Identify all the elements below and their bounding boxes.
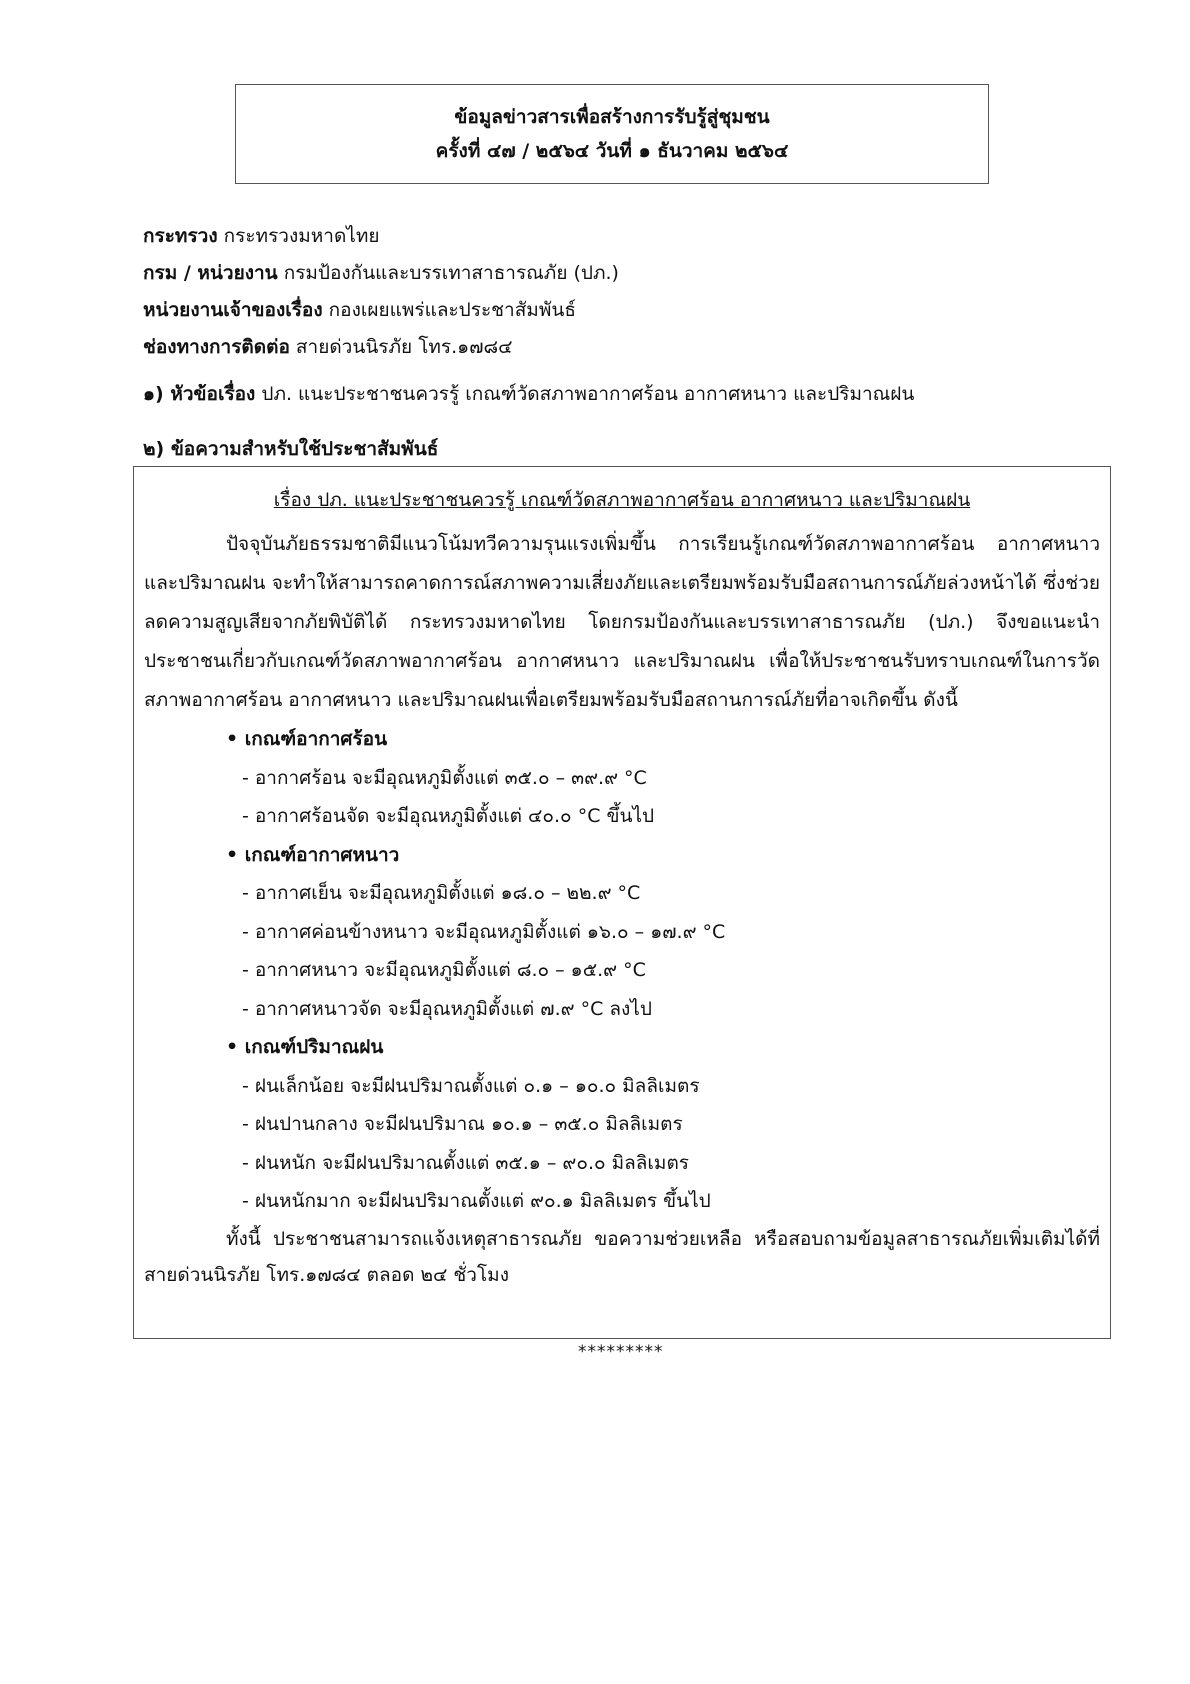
- cold-criteria-item: - อากาศหนาว จะมีอุณหภูมิตั้งแต่ ๘.๐ – ๑๕.๙ °C: [242, 959, 646, 981]
- meta-contact-label: ช่องทางการติดต่อ: [143, 336, 290, 358]
- cold-criteria-item: - อากาศค่อนข้างหนาว จะมีอุณหภูมิตั้งแต่ ๑๖.๐ – ๑๗.๙ °C: [242, 920, 726, 943]
- meta-owner-label: หน่วยงานเจ้าของเรื่อง: [143, 299, 323, 321]
- header-title: ข้อมูลข่าวสารเพื่อสร้างการรับรู้สู่ชุมชน: [454, 106, 770, 128]
- rain-criteria-item: - ฝนหนัก จะมีฝนปริมาณตั้งแต่ ๓๕.๑ – ๙๐.๐ มิลลิเมตร: [242, 1151, 689, 1174]
- document-header-box: [235, 84, 989, 184]
- rain-criteria-item: - ฝนปานกลาง จะมีฝนปริมาณ ๑๐.๑ – ๓๕.๐ มิลลิเมตร: [242, 1113, 683, 1135]
- meta-dept-label: กรม / หน่วยงาน: [143, 262, 278, 284]
- rain-criteria-item: - ฝนเล็กน้อย จะมีฝนปริมาณตั้งแต่ ๐.๑ – ๑๐.๐ มิลลิเมตร: [242, 1074, 700, 1097]
- cold-criteria-title: • เกณฑ์อากาศหนาว: [226, 843, 400, 866]
- meta-owner-row: [143, 292, 619, 329]
- meta-owner-value: กองเผยแพร่และประชาสัมพันธ์: [328, 299, 576, 321]
- section2-label: ๒) ข้อความสำหรับใช้ประชาสัมพันธ์: [143, 438, 439, 460]
- rain-criteria-title: • เกณฑ์ปริมาณฝน: [226, 1036, 384, 1058]
- meta-ministry-row: [143, 218, 619, 255]
- hot-criteria-item: - อากาศร้อน จะมีอุณหภูมิตั้งแต่ ๓๕.๐ – ๓๙.๙ °C: [242, 766, 647, 789]
- meta-contact-row: [143, 329, 619, 366]
- topic-row: [143, 377, 914, 411]
- topic-value: ปภ. แนะประชาชนควรรู้ เกณฑ์วัดสภาพอากาศร้อน อากาศหนาว และปริมาณฝน: [261, 383, 915, 405]
- document-metadata: [143, 218, 619, 366]
- header-issue-date: ครั้งที่ ๔๗ / ๒๕๖๔ วันที่ ๑ ธันวาคม ๒๕๖๔: [435, 140, 789, 162]
- meta-dept-value: กรมป้องกันและบรรเทาสาธารณภัย (ปภ.): [283, 262, 619, 284]
- meta-ministry-label: กระทรวง: [143, 225, 218, 247]
- press-release-intro: ปัจจุบันภัยธรรมชาติมีแนวโน้มทวีความรุนแรงเพิ่มขึ้น การเรียนรู้เกณฑ์วัดสภาพอากาศร้อน อากาศหนาว และปริมาณฝน จะทำให้สามารถคาดการณ์สภาพความเสี่ยงภัยและเตรียมพร้อมรับมือสถานการณ์ภัยล่วงหน้าได้ ซึ่งช่วยลดความสูญเสียจากภัยพิบัติได้ กระทรวงมหาดไทย โดยกรมป้องกันและบรรเทาสาธารณภัย (ปภ.) จึงขอแนะนำประชาชนเกี่ยวกับเกณฑ์วัดสภาพอากาศร้อน อากาศหนาว และปริมาณฝน เพื่อให้ประชาชนรับทราบเกณฑ์ในการวัดสภาพอากาศร้อน อากาศหนาว และปริมาณฝนเพื่อเตรียมพร้อมรับมือสถานการณ์ภัยที่อาจเกิดขึ้น ดังนี้: [144, 533, 1100, 711]
- hot-criteria-item: - อากาศร้อนจัด จะมีอุณหภูมิตั้งแต่ ๔๐.๐ °C ขึ้นไป: [242, 805, 655, 827]
- cold-criteria-item: - อากาศเย็น จะมีอุณหภูมิตั้งแต่ ๑๘.๐ – ๒๒.๙ °C: [242, 882, 641, 904]
- meta-contact-value: สายด่วนนิรภัย โทร.๑๗๘๔: [295, 336, 513, 358]
- meta-dept-row: [143, 255, 619, 292]
- hot-criteria-title: • เกณฑ์อากาศร้อน: [226, 728, 388, 750]
- meta-ministry-value: กระทรวงมหาดไทย: [223, 225, 380, 247]
- topic-label: ๑) หัวข้อเรื่อง: [143, 383, 256, 405]
- press-release-closing: ทั้งนี้ ประชาชนสามารถแจ้งเหตุสาธารณภัย ขอความช่วยเหลือ หรือสอบถามข้อมูลสาธารณภัยเพิ่มเติมได้ที่ สายด่วนนิรภัย โทร.๑๗๘๔ ตลอด ๒๔ ชั่วโมง: [144, 1227, 1100, 1286]
- press-release-box: [133, 466, 1111, 1339]
- press-release-heading: เรื่อง ปภ. แนะประชาชนควรรู้ เกณฑ์วัดสภาพอากาศร้อน อากาศหนาว และปริมาณฝน: [273, 489, 971, 511]
- cold-criteria-item: - อากาศหนาวจัด จะมีอุณหภูมิตั้งแต่ ๗.๙ °C ลงไป: [242, 997, 652, 1020]
- end-of-document-marker: *********: [578, 1342, 664, 1362]
- rain-criteria-item: - ฝนหนักมาก จะมีฝนปริมาณตั้งแต่ ๙๐.๑ มิลลิเมตร ขึ้นไป: [242, 1190, 711, 1212]
